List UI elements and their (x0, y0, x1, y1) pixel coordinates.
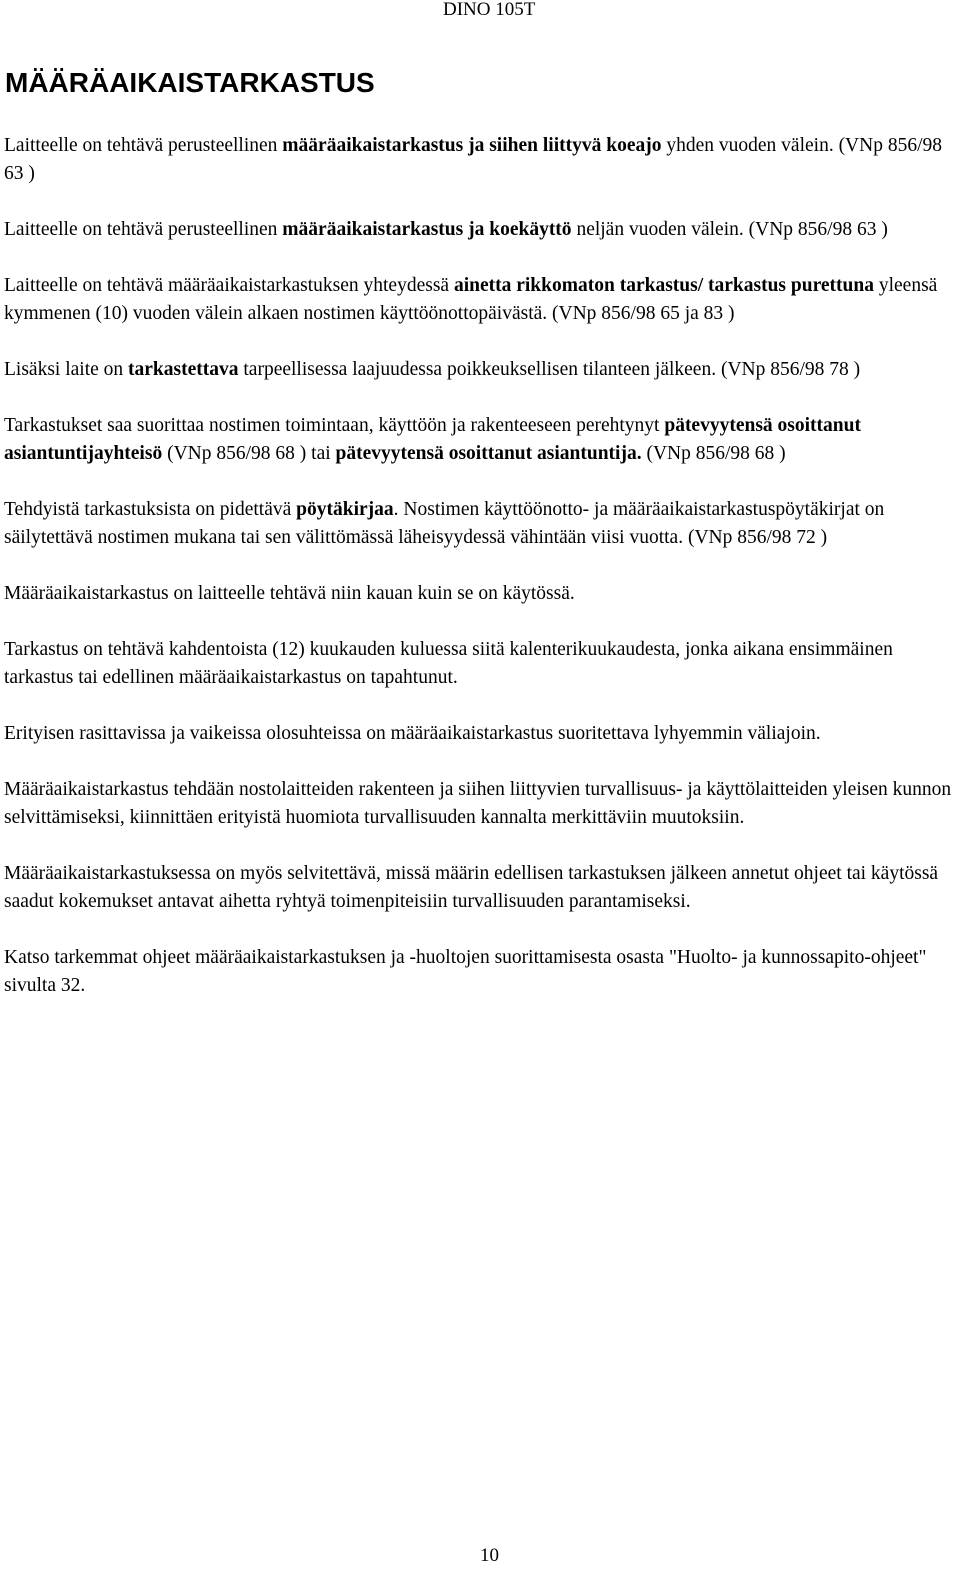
paragraph-duration: Määräaikaistarkastus on laitteelle tehtävä niin kauan kuin se on käytössä. (4, 583, 575, 604)
page-title: MÄÄRÄAIKAISTARKASTUS (5, 67, 375, 98)
document-body (4, 132, 956, 1000)
page-number: 10 (480, 1545, 499, 1566)
paragraph-records: Tehdyistä tarkastuksista on pidettävä pöytäkirjaa. Nostimen käyttöönotto- ja määräaikaistarkastuspöytäkirjat on säilytettävä nostimen mukana tai sen välittömässä läheisyydessä vähintään viisi vuotta. (VNp 856/98 72 ) (4, 499, 885, 548)
paragraph-ndt-inspection: Laitteelle on tehtävä määräaikaistarkastuksen yhteydessä ainetta rikkomaton tarkastus/ tarkastus purettuna yleensä kymmenen (10) vuoden välein alkaen nostimen käyttöönottopäivästä. (VNp 856/98 65 ja 83 ) (4, 275, 938, 324)
paragraph-yearly-inspection: Laitteelle on tehtävä perusteellinen määräaikaistarkastus ja siihen liittyvä koeajo yhden vuoden välein. (VNp 856/98 63 ) (4, 135, 943, 184)
paragraph-interval: Tarkastus on tehtävä kahdentoista (12) kuukauden kuluessa siitä kalenterikuukaudesta, jonka aikana ensimmäinen tarkastus tai edellinen määräaikaistarkastus on tapahtunut. (4, 639, 893, 688)
paragraph-inspectors: Tarkastukset saa suorittaa nostimen toimintaan, käyttöön ja rakenteeseen perehtynyt pätevyytensä osoittanut asiantuntijayhteisö (VNp 856/98 68 ) tai pätevyytensä osoittanut asiantuntija. (VNp 856/98 68 ) (4, 415, 861, 464)
paragraph-follow-up: Määräaikaistarkastuksessa on myös selvitettävä, missä määrin edellisen tarkastuksen jälkeen annetut ohjeet tai käytössä saadut kokemukset antavat aihetta ryhtyä toimenpiteisiin turvallisuuden parantamiseksi. (4, 863, 939, 912)
paragraph-purpose: Määräaikaistarkastus tehdään nostolaitteiden rakenteen ja siihen liittyvien turvallisuus- ja käyttölaitteiden yleisen kunnon selvittämiseksi, kiinnittäen erityistä huomiota turvallisuuden kannalta merkittäviin muutoksiin. (4, 779, 952, 828)
document-code: DINO 105T (443, 0, 536, 20)
paragraph-four-year-inspection: Laitteelle on tehtävä perusteellinen määräaikaistarkastus ja koekäyttö neljän vuoden välein. (VNp 856/98 63 ) (4, 219, 888, 240)
paragraph-reference: Katso tarkemmat ohjeet määräaikaistarkastuksen ja -huoltojen suorittamisesta osasta "Huolto- ja kunnossapito-ohjeet" sivulta 32. (4, 947, 927, 996)
paragraph-harsh-conditions: Erityisen rasittavissa ja vaikeissa olosuhteissa on määräaikaistarkastus suoritettava lyhyemmin väliajoin. (4, 723, 821, 744)
paragraph-exceptional-inspection: Lisäksi laite on tarkastettava tarpeellisessa laajuudessa poikkeuksellisen tilanteen jälkeen. (VNp 856/98 78 ) (4, 359, 861, 380)
